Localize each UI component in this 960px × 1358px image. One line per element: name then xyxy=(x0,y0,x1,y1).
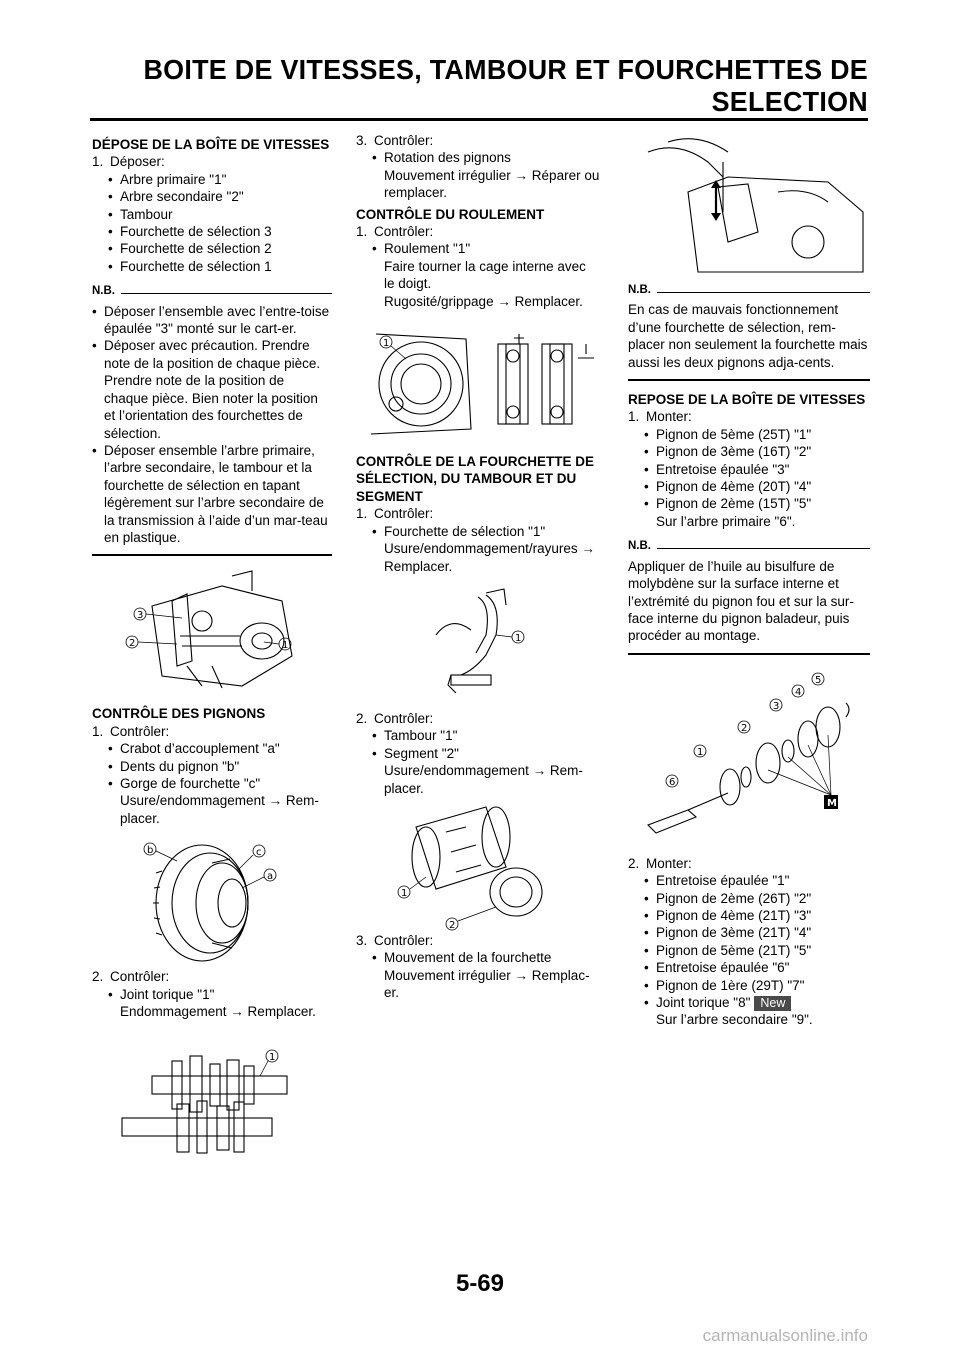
svg-text:2: 2 xyxy=(741,722,748,734)
list-item: • Tambour "1" xyxy=(356,727,600,744)
action-text: Endommagement → Remplacer. xyxy=(120,1004,316,1019)
page-header xyxy=(90,54,868,118)
step: 2. Contrôler: xyxy=(356,710,434,726)
list-item: • Fourchette de sélection 2 xyxy=(92,240,332,257)
action-text: Mouvement irrégulier → Remplac-er. xyxy=(384,967,590,1001)
list-item: • Fourchette de sélection 1 xyxy=(92,258,332,275)
action-text: Usure/endommagement/rayures → Remplacer. xyxy=(384,541,595,574)
section-heading-fork: CONTRÔLE DE LA FOURCHETTE DE SÉLECTION, DU TAMBOUR ET DU SEGMENT xyxy=(356,454,594,504)
list-item: • Mouvement de la fourchette xyxy=(356,949,600,966)
svg-text:3: 3 xyxy=(137,610,144,622)
list-item: • Crabot d’accouplement "a" xyxy=(92,740,332,757)
list-item: • Pignon de 2ème (15T) "5" xyxy=(628,495,870,512)
list-item: • Fourchette de sélection "1" xyxy=(356,523,600,540)
svg-text:3: 3 xyxy=(773,700,780,712)
figure-bearing xyxy=(356,314,600,449)
step: 1. Déposer: xyxy=(92,154,165,170)
note-item: • Déposer l’ensemble avec l’entre-toise épaulée "3" monté sur le cart-er. xyxy=(92,303,332,338)
list-item: • Pignon de 3ème (21T) "4" xyxy=(628,924,870,941)
note-box xyxy=(628,282,870,381)
list-item: • Segment "2" xyxy=(356,745,600,762)
svg-text:c: c xyxy=(256,847,262,859)
svg-text:M: M xyxy=(827,797,837,809)
figure-fork xyxy=(356,575,600,710)
list-item: • Fourchette de sélection 3 xyxy=(92,223,332,240)
note-item: • Déposer ensemble l’arbre primaire, l’arbre secondaire, le tambour et la fourchette de sélection en tapant légèrement sur l’arbre secondaire de la transmission à l’aide d’un mar-teau en plastique. xyxy=(92,442,332,546)
note-item: • Déposer avec précaution. Prendre note de la position de chaque pièce. Prendre note de la position de chaque pièce. Bien noter la position et l’orientation des fourchettes de sélection. xyxy=(92,337,332,441)
header-rule xyxy=(90,118,868,121)
watermark: carmanualsonline.info xyxy=(702,1326,868,1345)
svg-text:2: 2 xyxy=(449,919,456,931)
list-item: • Joint torique "1" xyxy=(92,986,332,1003)
list-item: • Entretoise épaulée "6" xyxy=(628,959,870,976)
action-text: Mouvement irrégulier → Réparer ou remplacer. xyxy=(384,167,600,201)
action-text: Sur l’arbre primaire "6". xyxy=(656,513,796,529)
svg-text:6: 6 xyxy=(669,776,676,788)
column-left xyxy=(92,132,332,1161)
action-text: Usure/endommagement → Rem-placer. xyxy=(120,793,319,826)
action-text: Rugosité/grippage → Remplacer. xyxy=(384,293,583,309)
list-item: • Pignon de 2ème (26T) "2" xyxy=(628,890,870,907)
svg-text:b: b xyxy=(147,845,154,857)
note-text: Appliquer de l’huile au bisulfure de molybdène sur la surface interne et l’extrémité du pignon fou et sur la sur-face interne du pignon baladeur, puis procéder au montage. xyxy=(628,558,854,644)
column-right xyxy=(628,132,870,1029)
note-box xyxy=(628,538,870,654)
step: 2. Contrôler: xyxy=(92,969,170,985)
svg-text:a: a xyxy=(267,871,274,883)
list-item: • Arbre secondaire "2" xyxy=(92,188,332,205)
list-item: • Gorge de fourchette "c" xyxy=(92,775,332,792)
svg-text:1: 1 xyxy=(401,887,408,899)
step: 1. Monter: xyxy=(628,409,692,425)
step: 3. Contrôler: xyxy=(356,932,434,948)
note-box xyxy=(92,283,332,556)
column-middle xyxy=(356,132,600,1002)
svg-text:4: 4 xyxy=(795,686,802,698)
section-heading-gears: CONTRÔLE DES PIGNONS xyxy=(92,706,266,722)
note-label: N.B. xyxy=(628,540,651,553)
figure-transmission-removal xyxy=(92,566,332,701)
action-text: Faire tourner la cage interne avec le doigt. xyxy=(384,258,586,292)
list-item: • Joint torique "8" New xyxy=(628,994,870,1011)
list-item: • Pignon de 5ème (25T) "1" xyxy=(628,426,870,443)
step: 1. Contrôler: xyxy=(356,506,434,522)
action-text: Sur l’arbre secondaire "9". xyxy=(656,1012,813,1028)
list-item: • Pignon de 4ème (21T) "3" xyxy=(628,907,870,924)
new-badge: New xyxy=(754,996,791,1011)
figure-gear xyxy=(92,833,332,968)
step: 3. Contrôler: xyxy=(356,133,434,148)
page-title-line1: BOITE DE VITESSES, TAMBOUR ET FOURCHETTES DE xyxy=(143,54,868,85)
svg-text:1: 1 xyxy=(697,746,704,758)
list-item: • Dents du pignon "b" xyxy=(92,758,332,775)
list-item: • Arbre primaire "1" xyxy=(92,171,332,188)
list-item: • Pignon de 5ème (21T) "5" xyxy=(628,942,870,959)
svg-text:1: 1 xyxy=(383,338,390,350)
list-item: • Entretoise épaulée "1" xyxy=(628,872,870,889)
list-item: • Tambour xyxy=(92,206,332,223)
list-item: • Rotation des pignons xyxy=(356,149,600,166)
list-item: • Entretoise épaulée "3" xyxy=(628,461,870,478)
figure-shafts xyxy=(92,1046,332,1161)
list-item: • Pignon de 3ème (16T) "2" xyxy=(628,443,870,460)
step: 1. Contrôler: xyxy=(92,723,170,739)
svg-text:2: 2 xyxy=(129,638,136,650)
page-title-line2: SELECTION xyxy=(711,86,868,117)
list-item: • Roulement "1" xyxy=(356,240,600,257)
section-heading-removal: DÉPOSE DE LA BOÎTE DE VITESSES xyxy=(92,137,330,152)
list-item: • Pignon de 4ème (20T) "4" xyxy=(628,478,870,495)
figure-drum xyxy=(356,797,600,932)
note-label: N.B. xyxy=(92,285,115,298)
svg-text:5: 5 xyxy=(815,674,822,686)
action-text: Usure/endommagement → Rem-placer. xyxy=(384,763,583,796)
figure-fork-check xyxy=(628,132,870,282)
note-text: En cas de mauvais fonctionnement d’une fourchette de sélection, rem-placer non seulement la fourchette mais aussi les deux pignons adja-cents. xyxy=(628,302,868,370)
list-item: • Pignon de 1ère (29T) "7" xyxy=(628,977,870,994)
section-heading-bearing: CONTRÔLE DU ROULEMENT xyxy=(356,206,545,222)
page-number: 5-69 xyxy=(455,1270,505,1297)
step: 2. Monter: xyxy=(628,855,692,871)
svg-text:1: 1 xyxy=(282,640,289,652)
svg-text:1: 1 xyxy=(515,632,522,644)
figure-primary-shaft-assembly xyxy=(628,665,870,845)
step: 1. Contrôler: xyxy=(356,224,434,240)
note-label: N.B. xyxy=(628,284,651,296)
svg-text:1: 1 xyxy=(269,1052,276,1064)
section-heading-installation: REPOSE DE LA BOÎTE DE VITESSES xyxy=(628,392,866,408)
